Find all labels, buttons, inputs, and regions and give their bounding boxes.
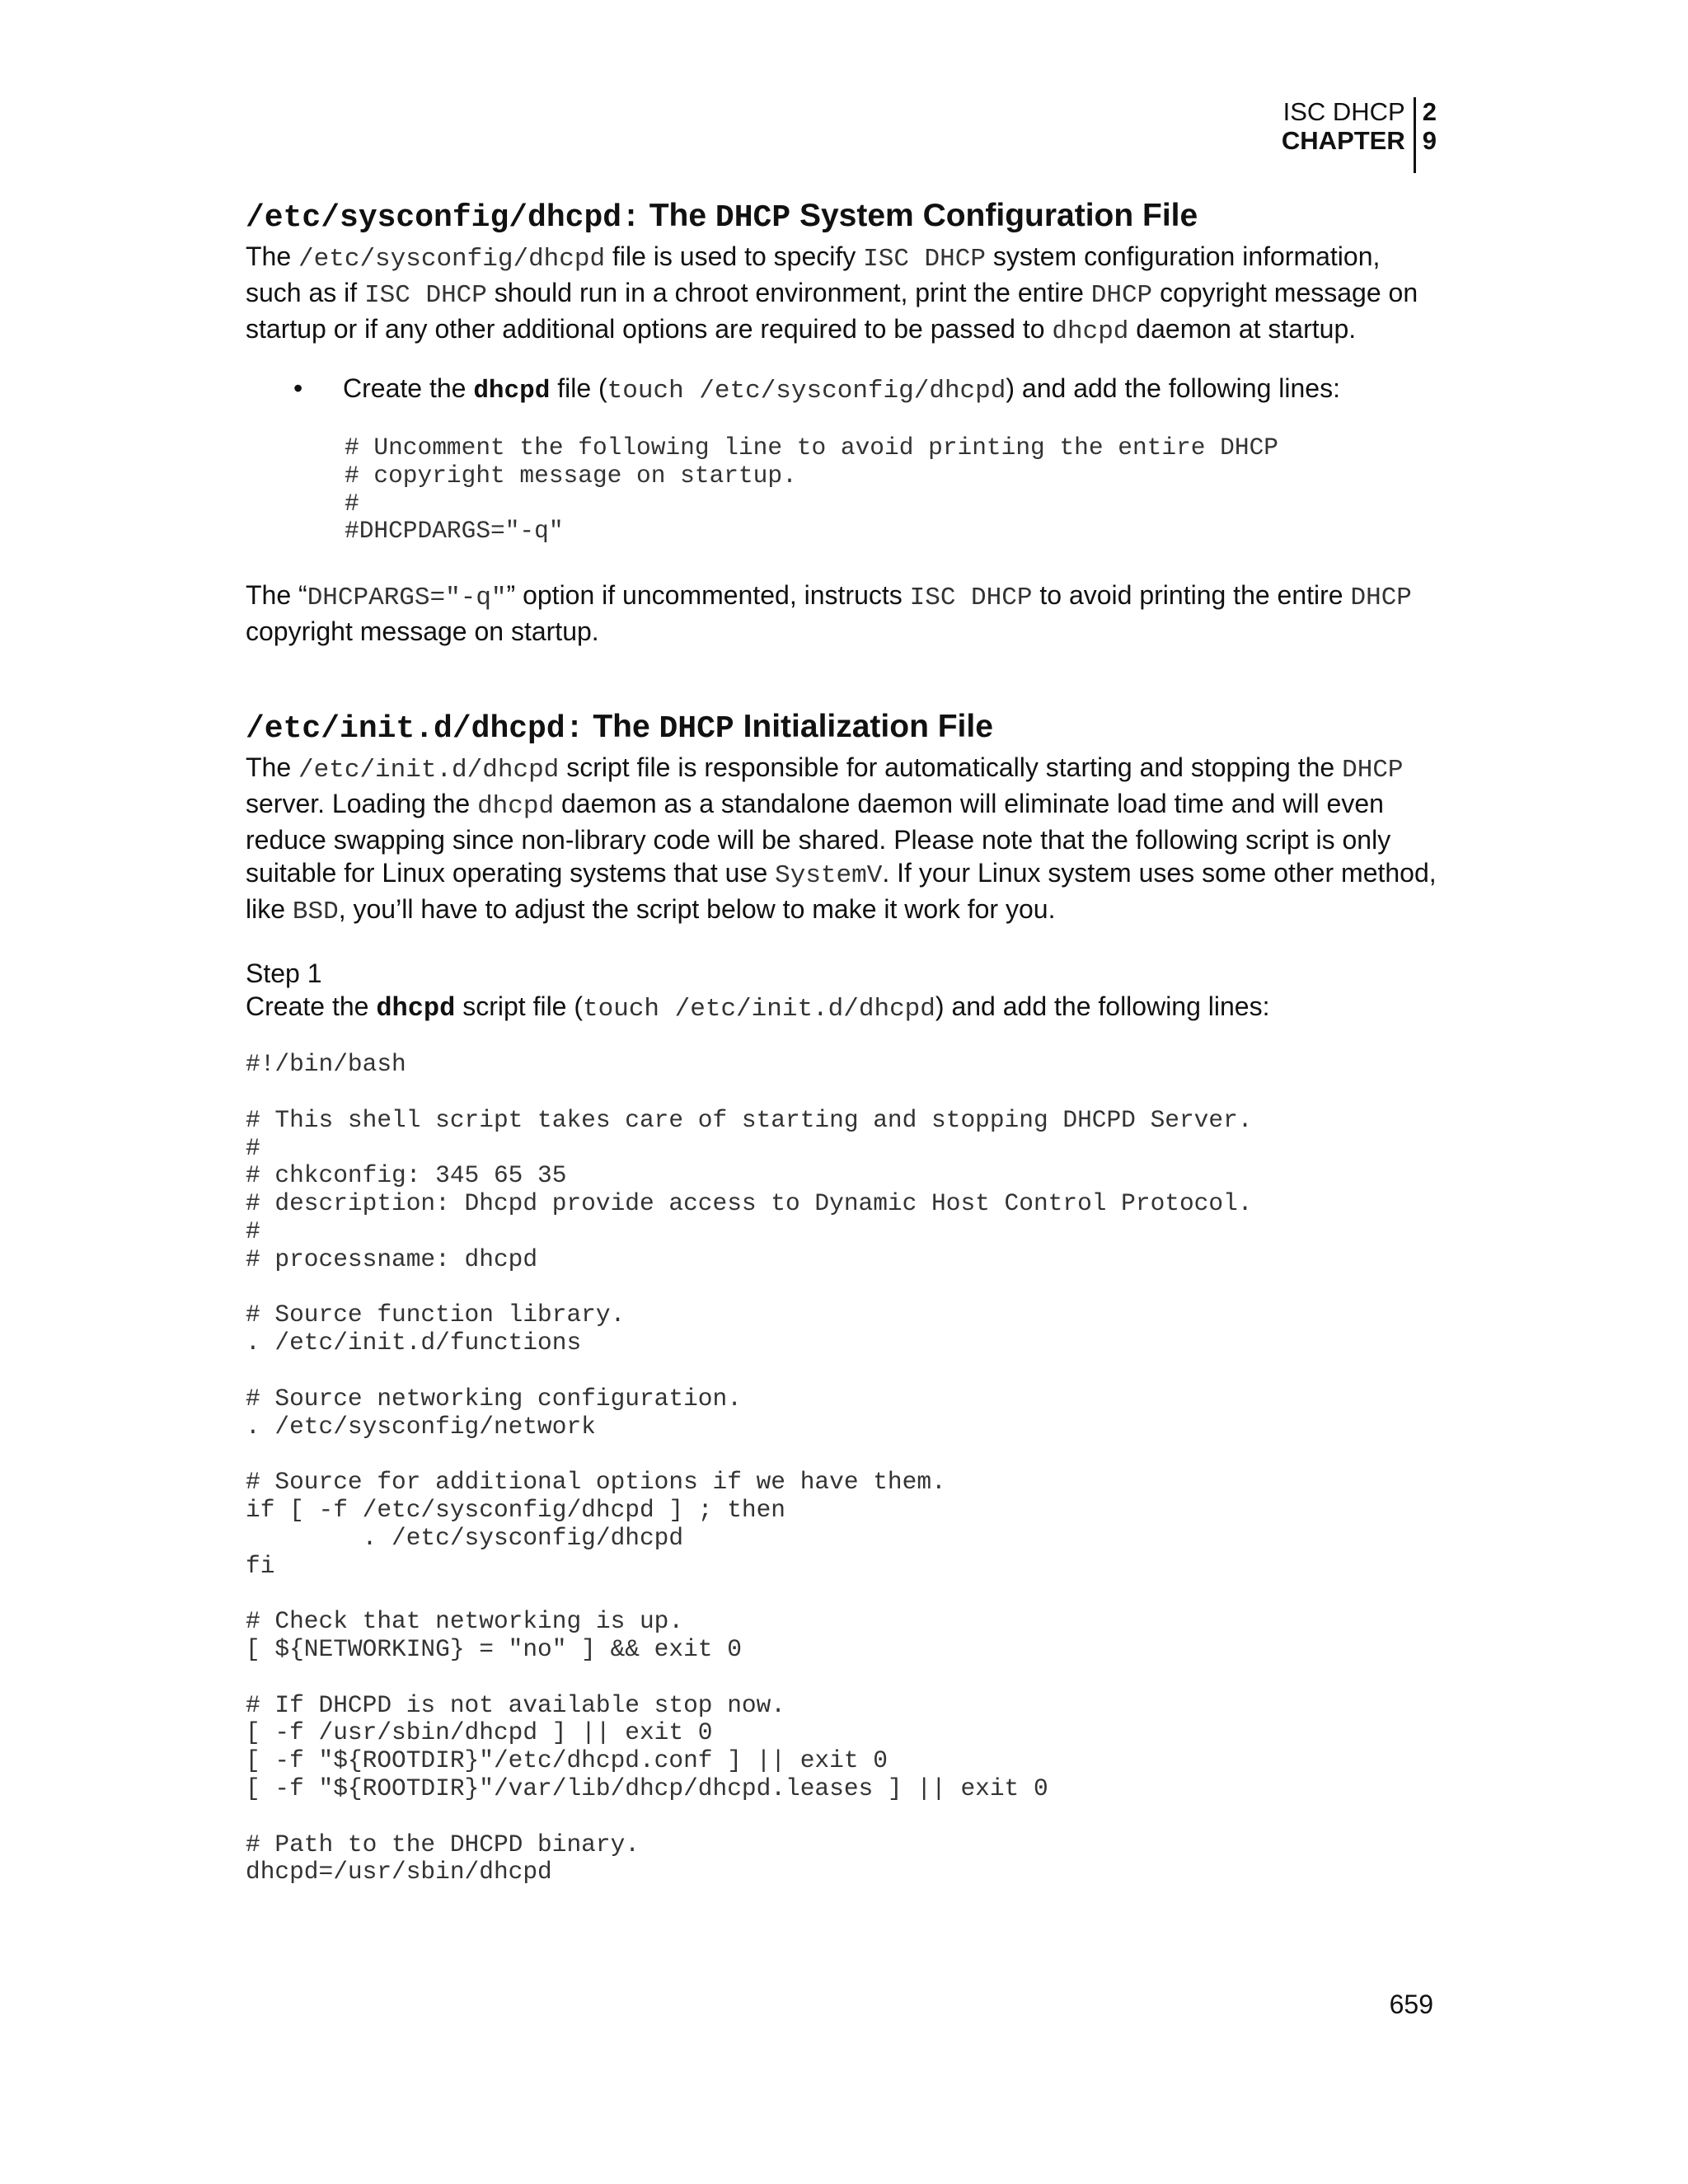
text-run: ) and add the following lines:: [935, 991, 1270, 1022]
inline-code: ISC DHCP: [364, 281, 487, 310]
section-heading-initd: /etc/init.d/dhcpd: The DHCP Initialization File: [246, 709, 993, 748]
step-label: Step 1: [246, 958, 322, 989]
inline-code: ISC DHCP: [909, 583, 1033, 613]
page-content: [246, 194, 1441, 1886]
inline-code: dhcpd: [1052, 317, 1129, 346]
list-item: [246, 372, 1441, 408]
text-run: . If your Linux system uses some other method, like: [246, 858, 1437, 925]
text-run: Create the: [343, 373, 474, 403]
header-chapter-num-2: 9: [1422, 126, 1437, 155]
inline-bold-code: dhcpd: [473, 377, 551, 405]
bullet-icon: •: [293, 373, 303, 403]
inline-code: ISC DHCP: [863, 245, 986, 274]
inline-code: SystemV: [775, 861, 883, 891]
text-run: The: [246, 752, 299, 783]
inline-code: touch /etc/sysconfig/dhcpd: [607, 377, 1006, 405]
text-run: ) and add the following lines:: [1006, 373, 1340, 403]
inline-code: DHCPARGS="-q": [307, 583, 507, 613]
inline-bold-code: dhcpd: [376, 993, 456, 1024]
text-run: server. Loading the: [246, 789, 478, 819]
header-chapter-label: CHAPTER: [1281, 126, 1405, 155]
text-run: file is used to specify: [605, 241, 864, 271]
inline-code: /etc/sysconfig/dhcpd: [298, 245, 606, 274]
code-block-initd: #!/bin/bash # This shell script takes care of starting and stopping DHCPD Server. # # chkconfig: 345 65 35 # description: Dhcpd provide access to Dynamic Host Control Protocol. # # processname: dhcpd # Source function library. . /etc/init.d/functions # Source networking configuration. . /etc/sysconfig/network # Source for additional options if we have them. if [ -f /etc/sysconfig/dhcpd ] ; then . /etc/sysconfig/dhcpd fi # Check that networking is up. [ ${NETWORKING} = "no" ] && exit 0 # If DHCPD is not available stop now. [ -f /usr/sbin/dhcpd ] || exit 0 [ -f "${ROOTDIR}"/etc/dhcpd.conf ] || exit 0 [ -f "${ROOTDIR}"/var/lib/dhcp/dhcpd.leases ] || exit 0 # Path to the DHCPD binary. dhcpd=/usr/sbin/dhcpd: [246, 1050, 1253, 1886]
text-run: script file (: [455, 991, 584, 1022]
text-run: daemon as a standalone daemon will eliminate load time and will even reduce swapping since non-library code will be shared. Please note that the following script is only suitable for Linux operating systems that use: [246, 789, 1391, 888]
inline-code: /etc/init.d/dhcpd: [298, 756, 560, 785]
inline-code: BSD: [292, 898, 339, 927]
section-heading-sysconfig: /etc/sysconfig/dhcpd: The DHCP System Configuration File: [246, 198, 1198, 236]
text-run: to avoid printing the entire: [1032, 580, 1351, 611]
text-run: script file is responsible for automatically starting and stopping the: [559, 752, 1343, 783]
text-run: daemon at startup.: [1128, 314, 1357, 344]
text-run: file (: [550, 373, 607, 403]
running-header: [1282, 97, 1437, 173]
text-run: The “: [246, 580, 307, 611]
text-run: Create the: [246, 991, 377, 1022]
text-run: copyright message on startup or if any other additional options are required to be passed to: [246, 278, 1418, 344]
text-run: system configuration information, such as if: [246, 241, 1381, 307]
initd-intro-paragraph: [246, 751, 1441, 929]
inline-code: DHCP: [1350, 583, 1412, 613]
bullet-list: [246, 372, 1441, 408]
dhcpargs-paragraph: [246, 579, 1441, 648]
text-run: copyright message on startup.: [246, 616, 599, 647]
inline-code: touch /etc/init.d/dhcpd: [583, 995, 935, 1024]
header-chapter-num-1: 2: [1422, 97, 1437, 126]
inline-code: dhcpd: [477, 792, 555, 822]
step-instruction: [246, 990, 1441, 1026]
text-run: ” option if uncommented, instructs: [506, 580, 910, 611]
inline-code: DHCP: [1342, 756, 1404, 785]
page-number: 659: [1389, 1990, 1433, 2019]
code-block-sysconfig: # Uncomment the following line to avoid printing the entire DHCP # copyright message on startup. # #DHCPDARGS="-q": [345, 434, 1278, 546]
sysconfig-intro-paragraph: [246, 240, 1441, 349]
text-run: should run in a chroot environment, print the entire: [486, 278, 1091, 307]
text-run: , you’ll have to adjust the script below to make it work for you.: [338, 894, 1056, 925]
inline-code: DHCP: [1090, 281, 1153, 310]
text-run: The: [246, 241, 299, 271]
header-title: ISC DHCP: [1282, 97, 1405, 126]
